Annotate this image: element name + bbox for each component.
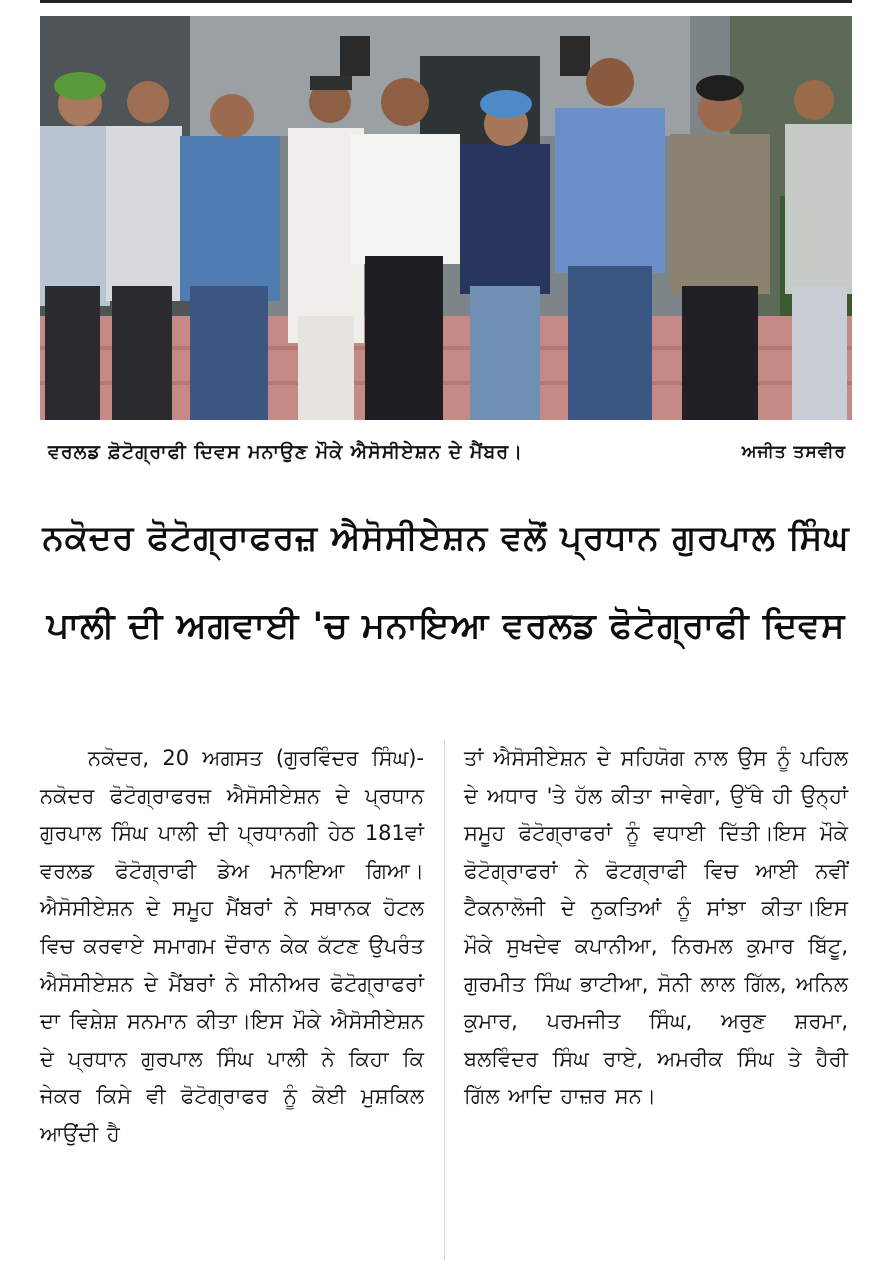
headline-line-2: ਪਾਲੀ ਦੀ ਅਗਵਾਈ 'ਚ ਮਨਾਇਆ ਵਰਲਡ ਫੋਟੋਗ੍ਰਾਫੀ ਦਿਵਸ <box>46 606 846 646</box>
photo-credit: ਅਜੀਤ ਤਸਵੀਰ <box>741 442 846 462</box>
headline-line-1: ਨਕੋਦਰ ਫੋਟੋਗ੍ਰਾਫਰਜ਼ ਐਸੋਸੀਏਸ਼ਨ ਵਲੋਂ ਪ੍ਰਧਾਨ ਗੁਰਪਾਲ ਸਿੰਘ <box>42 518 850 558</box>
top-rule <box>40 0 852 3</box>
article-column-left <box>40 740 424 1268</box>
headline <box>36 494 856 670</box>
article-text-right: ਤਾਂ ਐਸੋਸੀਏਸ਼ਨ ਦੇ ਸਹਿਯੋਗ ਨਾਲ ਉਸ ਨੂੰ ਪਹਿਲ ਦੇ ਅਧਾਰ 'ਤੇ ਹੱਲ ਕੀਤਾ ਜਾਵੇਗਾ, ਉੱਥੇ ਹੀ ਉਨ੍ਹਾਂ ਸਮੂਹ ਫੋਟੋਗ੍ਰਾਫਰਾਂ ਨੂੰ ਵਧਾਈ ਦਿੱਤੀ।ਇਸ ਮੌਕੇ ਫੋਟੋਗ੍ਰਾਫਰਾਂ ਨੇ ਫੋਟਗ੍ਰਾਫੀ ਵਿਚ ਆਈ ਨਵੀਂ ਟੈਕਨਾਲੋਜੀ ਦੇ ਨੁਕਤਿਆਂ ਨੂੰ ਸਾਂਝਾ ਕੀਤਾ।ਇਸ ਮੌਕੇ ਸੁਖਦੇਵ ਕਪਾਨੀਆ, ਨਿਰਮਲ ਕੁਮਾਰ ਬਿੱਟੂ, ਗੁਰਮੀਤ ਸਿੰਘ ਭਾਟੀਆ, ਸੋਨੀ ਲਾਲ ਗਿੱਲ, ਅਨਿਲ ਕੁਮਾਰ, ਪਰਮਜੀਤ ਸਿੰਘ, ਅਰੁਣ ਸ਼ਰਮਾ, ਬਲਵਿੰਦਰ ਸਿੰਘ ਰਾਏ, ਅਮਰੀਕ ਸਿੰਘ ਤੇ ਹੈਰੀ ਗਿੱਲ ਆਦਿ ਹਾਜ਼ਰ ਸਨ। <box>464 746 848 1109</box>
photo-caption <box>40 432 852 472</box>
article-column-right <box>464 740 848 1268</box>
article-text-left: ਨਕੋਦਰ, 20 ਅਗਸਤ (ਗੁਰਵਿੰਦਰ ਸਿੰਘ)-ਨਕੋਦਰ ਫੋਟੋਗ੍ਰਾਫਰਜ਼ ਐਸੋਸੀਏਸ਼ਨ ਦੇ ਪ੍ਰਧਾਨ ਗੁਰਪਾਲ ਸਿੰਘ ਪਾਲੀ ਦੀ ਪ੍ਰਧਾਨਗੀ ਹੇਠ 181ਵਾਂ ਵਰਲਡ ਫੋਟੋਗ੍ਰਾਫੀ ਡੇਅ ਮਨਾਇਆ ਗਿਆ। ਐਸੋਸੀਏਸ਼ਨ ਦੇ ਸਮੂਹ ਮੈਂਬਰਾਂ ਨੇ ਸਥਾਨਕ ਹੋਟਲ ਵਿਚ ਕਰਵਾਏ ਸਮਾਗਮ ਦੌਰਾਨ ਕੇਕ ਕੱਟਣ ਉਪਰੰਤ ਐਸੋਸੀਏਸ਼ਨ ਦੇ ਮੈਂਬਰਾਂ ਨੇ ਸੀਨੀਅਰ ਫੋਟੋਗ੍ਰਾਫਰਾਂ ਦਾ ਵਿਸ਼ੇਸ਼ ਸਨਮਾਨ ਕੀਤਾ।ਇਸ ਮੌਕੇ ਐਸੋਸੀਏਸ਼ਨ ਦੇ ਪ੍ਰਧਾਨ ਗੁਰਪਾਲ ਸਿੰਘ ਪਾਲੀ ਨੇ ਕਿਹਾ ਕਿ ਜੇਕਰ ਕਿਸੇ ਵੀ ਫੋਟੋਗ੍ਰਾਫਰ ਨੂੰ ਕੋਈ ਮੁਸ਼ਕਿਲ ਆਉਂਦੀ ਹੈ <box>40 746 424 1146</box>
column-divider <box>444 740 445 1260</box>
group-photo <box>40 16 852 420</box>
caption-text: ਵਰਲਡ ਫ਼ੋਟੋਗ੍ਰਾਫੀ ਦਿਵਸ ਮਨਾਉਣ ਮੌਕੇ ਐਸੋਸੀਏਸ਼ਨ ਦੇ ਮੈਂਬਰ। <box>48 441 523 463</box>
